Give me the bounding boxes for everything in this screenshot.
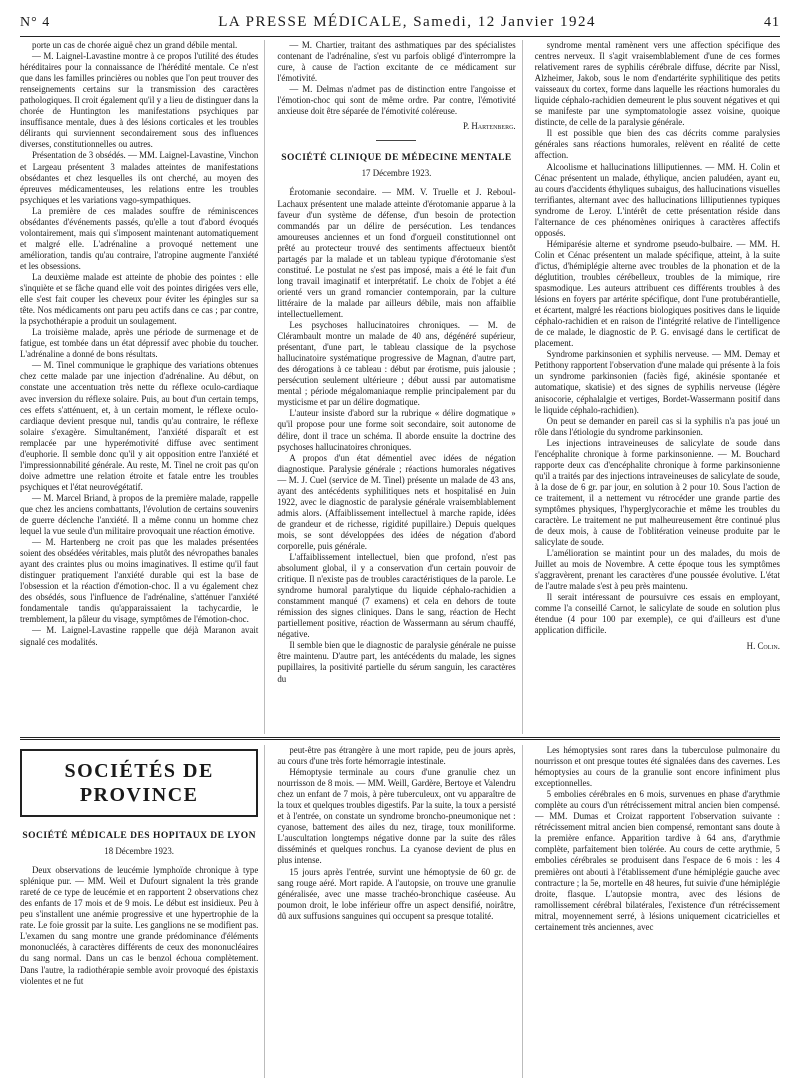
upper-column-3 xyxy=(535,40,780,734)
signature: H. Colin. xyxy=(746,640,780,651)
paragraph: L'affaiblissement intellectuel, bien que profond, n'est pas absolument global, il y a conservation d'un certain pouvoir de critique. Il n'existe pas de troubles caractéristiques de la parole. Le syndrome humoral paralytique du liquide céphalo-rachidien a constamment manqué (7 examens) et cela en dehors de toute rémission des signes cliniques. Dans le sang, réaction de Hecht partiellement positive, réaction de Wassermann au sérum chauffé, négative. xyxy=(277,552,516,640)
paragraph: Présentation de 3 obsédés. — MM. Laignel-Lavastine, Vinchon et Largeau présentent 3 malades atteintes de manifestations obsédantes et chez lesquelles ils ont cherché, au moyen des épreuves médicamenteuses, les relations entre les troubles psychiques et les variations vago-sympathiques. xyxy=(20,150,259,205)
upper-column-2 xyxy=(277,40,522,734)
section-title: SOCIÉTÉS DE PROVINCE xyxy=(20,749,258,817)
journal-title: LA PRESSE MÉDICALE, Samedi, 12 Janvier 1924 xyxy=(218,14,597,30)
issue-number: N° 4 xyxy=(20,15,51,30)
paragraph: — M. Laignel-Lavastine montre à ce propos l'utilité des études héréditaires pour la connaissance de l'hérédité mentale. Ce n'est que dans les familles princières ou nobles que l'on peut trouver des renseignements certains sur la transmission des caractères pathologiques. Il croit également qu'il y a lieu de distinguer dans la chorée de Huntington les manifestations psychiques par insuffisance mentale, dues à des lésions corticales et les troubles délirants qui surviennent secondairement sous des influences diverses, constitutionnelles ou autres. xyxy=(20,51,259,150)
lower-column-3 xyxy=(535,745,780,1078)
signature: P. Hartenberg. xyxy=(463,121,516,132)
paragraph: A propos d'un état démentiel avec idées de négation diagnostique. Paralysie générale ; réactions humorales négatives — M. J. Cuel (service de M. Tinel) présente un malade de 43 ans, ayant des antécédents syphilitiques nets et hospitalisé en Juin 1922, avec le diagnostic de paralysie générale vraisemblablement admis alors. (Affaiblissement intellectuel à marche rapide, idées de grandeur et de richesse, rigidité pupillaire.) Depuis quelques mois, se sont développées des idées de négation d'abord corporelle, puis générale. xyxy=(277,452,516,551)
section-divider xyxy=(20,737,780,740)
paragraph: Les injections intraveineuses de salicylate de soude dans l'encéphalite chronique à forme parkinsonienne. — M. Bouchard rapporte deux cas d'encéphalite chronique à forme parkinsonienne qu'il a traités par des injections intraveineuses de salicylate de soude, à la dose de 6 gr. par jour, en solution à 2 pour 10. Sous l'action de ce traitement, il a nettement vu rétrocéder une grande partie des symptômes physiques, l'hyperglycorachie et même les troubles du caractère. Le traitement ne put malheureusement être continué plus de deux mois, à cause de l'oblitération veineuse produite par le salicylate de soude. xyxy=(534,437,780,548)
paragraph: Syndrome parkinsonien et syphilis nerveuse. — MM. Demay et Petithony rapportent l'observation d'une malade qui présente à la fois un syndrome parkinsonien (faciès figé, akinésie spontanée et automatique, skatisie) et des signes de syphilis nerveuse (légère anisocorie, céphalalgie et vertiges, Bordet-Wassermann positif dans le liquide céphalo-rachidien). xyxy=(534,349,780,415)
lower-column-1 xyxy=(20,745,265,1078)
paragraph: Il semble bien que le diagnostic de paralysie générale ne puisse être maintenu. D'autre part, les antécédents du malade, les signes pupillaires, la positivité partielle du sérum sanguin, les caractères du xyxy=(277,640,516,684)
paragraph: Hémiparésie alterne et syndrome pseudo-bulbaire. — MM. H. Colin et Cénac présentent un malade spécifique, atteint, à la suite d'ictus, d'hémiplégie alterne avec troubles de la phonation et de la déglutition, troubles cérébelleux, troubles de la mimique, rire spasmodique. Les auteurs attribuent ces différents troubles à des lésions en foyers par artérite spécifique, dont l'une protubérantielle, et écartent, malgré les réactions biologiques positives dans le liquide céphalo-rachidien et en raison de l'intégrité relative de l'intelligence de ce malade, le diagnostic de P. G. envisagé dans le certificat de placement. xyxy=(534,238,780,349)
paragraph: 5 embolies cérébrales en 6 mois, survenues en phase d'arythmie complète au cours d'un rétrécissement mitral ancien bien compensé. — MM. Dumas et Croizat rapportent l'observation suivante : rétrécissement mitral ancien bien compensé, remontant sans doute à la première enfance. Apparition tardive à 64 ans, d'arythmie complète, parfaitement bien tolérée. Au cours de cette arythmie, 5 embolies cérébrales se produisent dans l'espace de 6 mois : les 4 premières ont abouti à l'établissement d'une hémiplégie gauche avec contracture ; la 5e, mortelle en 48 heures, fut suivie d'une hémiplégie droite, flasque. L'autopsie montra, avec des lésions de ramollissement cérébral bilatérales, l'existence d'un rétrécissement mitral, moyennement serré, à lésions uniquement cicatricielles et certainement très anciennes, avec xyxy=(534,789,780,932)
paragraph: Alcoolisme et hallucinations lilliputiennes. — MM. H. Colin et Cénac présentent un malade, éthylique, ancien paludéen, ayant eu, au cours d'accidents éthyliques subaigus, des hallucinations visuelles terrifiantes, alternant avec des hallucinations lilliputiennes typiques syndrome de Leroy. L'intérêt de cette présentation réside dans l'alternance de ces phénomènes oniriques à caractères affectifs opposés. xyxy=(534,161,780,238)
lower-section xyxy=(20,745,780,1078)
paragraph: Les psychoses hallucinatoires chroniques. — M. de Clérambault montre un malade de 40 ans, dégénéré supérieur, présentant, d'une part, le tableau classique de la psychose hallucinatoire systématique progressive de Magnan, d'autre part, des dérogations à ce tableau : début par érotisme, puis jalousie ; persécution seulement ultérieure ; début aussi par automatisme mental ; période mégalomaniaque remplie principalement par du mysticisme et par un délire dogmatique. xyxy=(277,320,516,408)
paragraph: — M. Laignel-Lavastine rappelle que déjà Maranon avait signalé ces modalités. xyxy=(20,625,259,647)
paragraph: Hémoptysie terminale au cours d'une granulie chez un nourrisson de 8 mois. — MM. Weill, Gardère, Bertoye et Valendru chez un enfant de 7 mois, à père tuberculeux, ont vu apparaître de la toux et quelques troubles digestifs. Par la suite, la toux a persisté et à l'entrée, on constate un syndrome broncho-pneumonique net : cyanose, battement des ailes du nez, tirage, toux moniliforme. L'auscultation longtemps négative donne par la suite des râles disséminés et quelques ronchus. La cyanose devient de plus en plus intense. xyxy=(277,767,516,866)
society-heading: SOCIÉTÉ MÉDICALE DES HOPITAUX DE LYON xyxy=(22,831,256,841)
paragraph: 15 jours après l'entrée, survint une hémoptysie de 60 gr. de sang rouge aéré. Mort rapide. A l'autopsie, on trouve une granulie généralisée, avec une masse trachéo-bronchique caséeuse. Au poumon droit, le lobe inférieur offre un aspect densifié, noirâtre, dû aux suffusions sanguines qui occupent sa presque totalité. xyxy=(277,866,516,921)
paragraph: peut-être pas étrangère à une mort rapide, peu de jours après, au cours d'une très forte hémorragie intestinale. xyxy=(277,745,516,767)
section-rule xyxy=(376,140,416,141)
section-heading: SOCIÉTÉ CLINIQUE DE MÉDECINE MENTALE xyxy=(281,153,512,164)
paragraph: porte un cas de chorée aiguë chez un grand débile mental. xyxy=(32,40,238,50)
paragraph: Érotomanie secondaire. — MM. V. Truelle et J. Reboul-Lachaux présentent une malade atteinte d'érotomanie apparue à la faveur d'un système de défense, d'un besoin de protection commandés par un délire de persécution. Les tendances amoureuses anciennes et un fond d'orgueil constitutionnel ont prêté au protecteur trouvé des sentiments affectueux bientôt partagés par la malade et un tableau typique d'érotomanie s'est constitué. Le postulat ne s'est pas imposé, mais a été le fait d'un long travail imaginatif et interprétatif. Le choix de l'objet a été orienté vers un grand romancier contemporain, par la culture littéraire de la malade par ailleurs débile, mais non affaiblie intellectuellement. xyxy=(277,187,516,319)
header-rule xyxy=(20,36,780,37)
paragraph: — M. Marcel Briand, à propos de la première malade, rappelle que chez les anciens combattants, l'évolution de certains souvenirs de guerre déclenche l'anxiété. Il a même connu un homme chez lequel la vue seule d'un militaire provoquait une réaction émotive. xyxy=(20,492,259,537)
page-number: 41 xyxy=(763,15,780,30)
paragraph: syndrome mental ramènent vers une affection spécifique des centres nerveux. Il s'agit vraisemblablement d'une de ces formes relativement rares de syphilis cérébrale diffuse, décrite par Nissl, Alzheimer, Jakob, sous le nom d'endartérite syphilitique des petits vaisseaux du cortex, forme dans laquelle les réactions humorales du liquide céphalo-rachidien demeurent le plus souvent négatives et qui se manifeste par une symptomatologie assez voisine, quoique distincte, de celle de la paralysie générale. xyxy=(534,40,780,128)
upper-section xyxy=(20,40,780,734)
paragraph: Il serait intéressant de poursuivre ces essais en employant, comme l'a conseillé Carnot, le salicylate de soude en solution plus étendue (4 pour 100 par exemple), ce qui d'ailleurs est d'une application difficile. xyxy=(534,592,780,636)
paragraph: La première de ces malades souffre de réminiscences obsédantes d'événements passés, qu'elle a tout d'abord évoqués volontairement, mais qui s'imposent maintenant automatiquement et malgré elle. L'adrénaline a provoqué nettement une amélioration, tandis qu'au contraire, l'atropine augmente l'anxiété et les obsessions. xyxy=(20,205,259,271)
paragraph: — M. Delmas n'admet pas de distinction entre l'angoisse et l'émotion-choc qui sont de même ordre. Par contre, l'émotivité anxieuse doit être séparée de l'émotivité coléreuse. xyxy=(277,84,516,117)
paragraph: L'auteur insiste d'abord sur la rubrique « délire dogmatique » qu'il propose pour une forme soit secondaire, soit autonome de délire, dont il trace un schéma. Il aborde ensuite la doctrine des psychoses hallucinatoires chroniques. xyxy=(277,408,516,452)
paragraph: On peut se demander en pareil cas si la syphilis n'a pas joué un rôle dans l'étiologie du syndrome parkinsonien. xyxy=(534,415,780,437)
paragraph: Deux observations de leucémie lymphoïde chronique à type splénique pur. — MM. Weil et Dufourt signalent la très grande rareté de ce type de leucémie et en rapportent 2 observations chez des enfants de 17 mois et de 9 mois. Le début est insidieux. Peu à peu s'installent une anémie progressive et une hypertrophie de la rate. Le foie grossit par la suite. Les ganglions ne se modifient pas. L'examen du sang montre une grande prédominance d'éléments mononucléés, à caractères différents de ceux des mononucléaires du sang normal. Dans un cas le benzol échoua complètement. Dans l'autre, la radiothérapie semble avoir provoqué des épistaxis violentes et ne fut xyxy=(20,865,259,986)
paragraph: — M. Chartier, traitant des asthmatiques par des spécialistes contenant de l'adrénaline, s'est vu parfois obligé d'interrompre la cure, à cause de l'action excitante de ce médicament sur l'émotivité. xyxy=(277,40,516,84)
session-date: 17 Décembre 1923. xyxy=(361,168,432,179)
paragraph: La troisième malade, après une période de surmenage et de fatigue, est tombée dans un état dépressif avec phobie du toucher. L'adrénaline a donné de bons résultats. xyxy=(20,327,259,360)
session-date: 18 Décembre 1923. xyxy=(104,846,175,857)
paragraph: Il est possible que bien des cas décrits comme paralysies générales sans réactions humorales, relèvent en réalité de cette affection. xyxy=(534,128,780,161)
paragraph: L'amélioration se maintint pour un des malades, du mois de Juillet au mois de Novembre. A cette époque tous les symptômes s'aggravèrent, prenant les caractères d'une poussée évolutive. L'état de l'autre malade s'est à peu près maintenu. xyxy=(534,548,780,592)
page-header xyxy=(20,14,780,36)
paragraph: — M. Hartenberg ne croit pas que les malades présentées soient des obsédées véritables, mais plutôt des névropathes banales ayant des craintes plus ou moins imaginatives. Il estime qu'il faut distinguer pratiquement l'anxiété durable qui est la base de l'obsession et la réaction d'émotion-choc. Il a vu également chez des obsédés, sous l'influence de l'adrénaline, s'atténuer l'anxiété fondamentale tandis qu'apparaissaient la tachycardie, le tremblement, la pâleur du visage, symptômes de l'émotion-choc. xyxy=(20,537,259,625)
upper-column-1 xyxy=(20,40,265,734)
lower-column-2 xyxy=(277,745,522,1078)
paragraph: Les hémoptysies sont rares dans la tuberculose pulmonaire du nourrisson et ont presque toutes été signalées dans des cavernes. Les hémoptysies au cours de la granulie sont encore infiniment plus exceptionnelles. xyxy=(534,745,780,789)
paragraph: La deuxième malade est atteinte de phobie des pointes : elle s'inquiète et se fâche quand elle voit des pointes dirigées vers elle, elle s'est fait couper les cheveux pour éviter les épingles sur sa tête. Nos médicaments ont paru peu actifs dans ce cas ; par contre, la psychothérapie a produit un soulagement. xyxy=(20,271,259,327)
paragraph: — M. Tinel communique le graphique des variations obtenues chez cette malade par une injection d'adrénaline. Au début, on constate une accentuation très nette du réflexe oculo-cardiaque avec inversion du réflexe solaire. Puis, au bout d'un certain temps, ces effets s'atténuent, et, à un certain moment, le réflexe oculo-cardiaque devient presque nul, tandis qu'au contraire, le réflexe solaire s'exagère. Simultanément, l'anxiété disparaît et est remplacée par une hyperémotivité diffuse avec sentiment d'euphorie. Il semble donc qu'il y ait opposition entre l'anxiété et l'impressionnabilité générale. Au reste, M. Tinel ne croit pas qu'on doive admettre une relation étroite et fatale entre les troubles psychiques et l'état neurovégétatif. xyxy=(20,360,259,492)
